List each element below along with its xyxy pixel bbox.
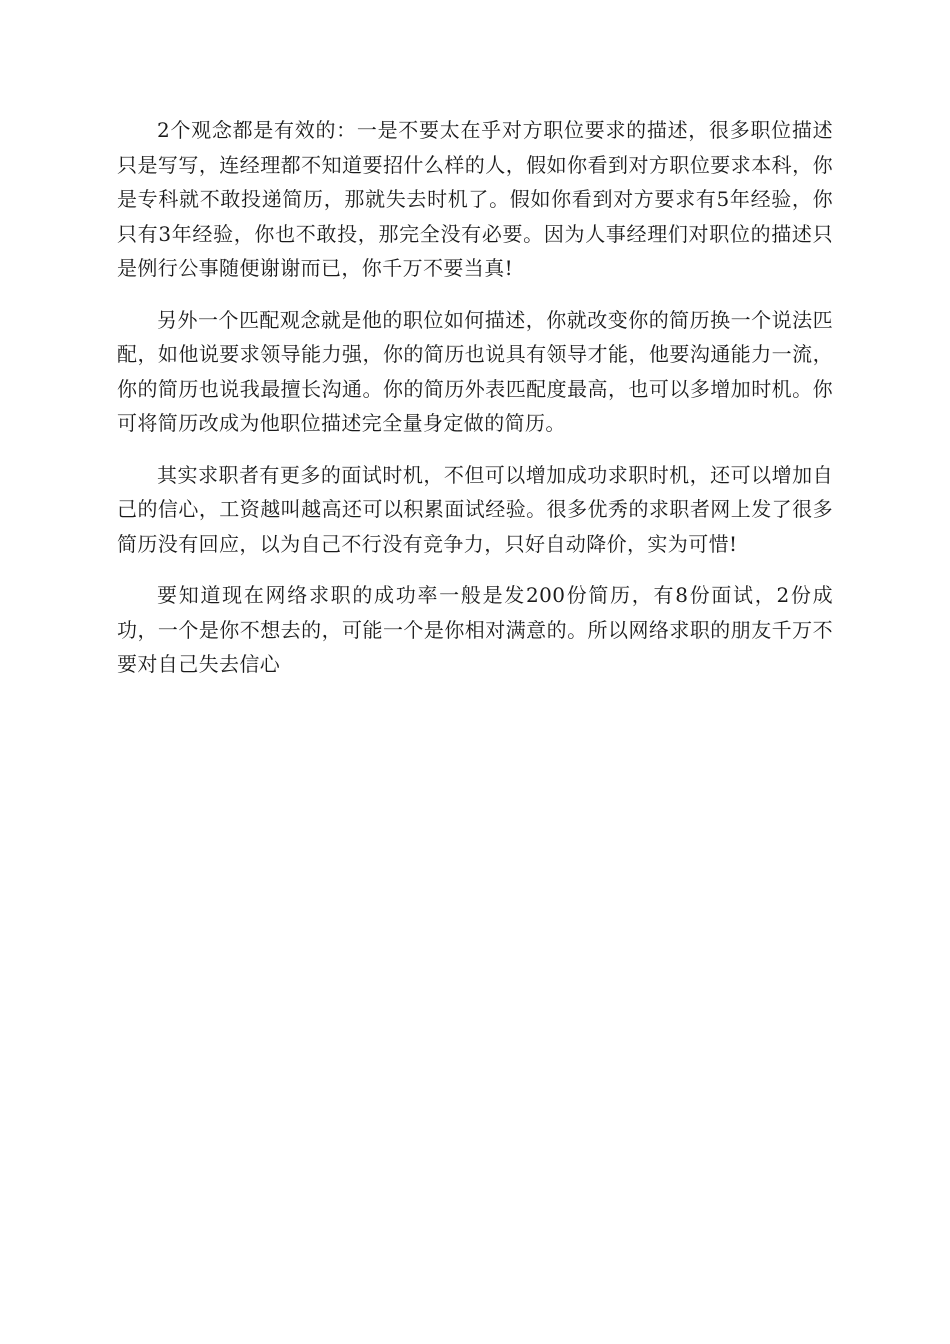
document-body xyxy=(117,113,833,699)
paragraph-4: 要知道现在网络求职的成功率一般是发200份简历，有8份面试，2份成功，一个是你不想去的，可能一个是你相对满意的。所以网络求职的朋友千万不要对自己失去信心 xyxy=(117,583,833,676)
paragraph-3: 其实求职者有更多的面试时机，不但可以增加成功求职时机，还可以增加自己的信心，工资越叫越高还可以积累面试经验。很多优秀的求职者网上发了很多简历没有回应，以为自己不行没有竞争力，只好自动降价，实为可惜! xyxy=(117,462,833,556)
paragraph-1: 2个观念都是有效的：一是不要太在乎对方职位要求的描述，很多职位描述只是写写，连经理都不知道要招什么样的人，假如你看到对方职位要求本科，你是专科就不敢投递简历，那就失去时机了。假如你看到对方要求有5年经验，你只有3年经验，你也不敢投，那完全没有必要。因为人事经理们对职位的描述只是例行公事随便谢谢而已，你千万不要当真! xyxy=(117,118,833,280)
paragraph-2: 另外一个匹配观念就是他的职位如何描述，你就改变你的简历换一个说法匹配，如他说要求领导能力强，你的简历也说具有领导才能，他要沟通能力一流，你的简历也说我最擅长沟通。你的简历外表匹配度最高，也可以多增加时机。你可将简历改成为他职位描述完全量身定做的简历。 xyxy=(117,307,833,435)
